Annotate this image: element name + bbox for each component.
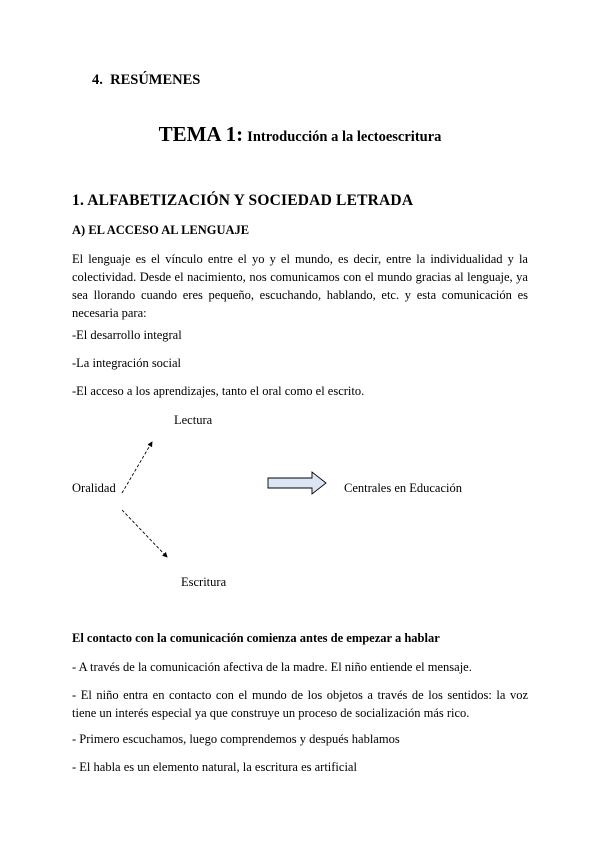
tema-subtitle: Introducción a la lectoescritura <box>247 129 442 145</box>
bullet-escuchamos: - Primero escuchamos, luego comprendemos y después hablamos <box>72 732 400 746</box>
diagram-label-lectura: Lectura <box>174 413 213 427</box>
intro-paragraph: El lenguaje es el vínculo entre el yo y el mundo, es decir, entre la individualidad y la colectividad. Desde el nacimiento, nos comunicamos con el mundo gracias al lenguaje, ya sea llorando cuando eres pequeño, escuchando, hablando, etc. y esta comunicación es necesaria para: <box>72 252 528 320</box>
tema-title <box>0 122 600 147</box>
heading-alfabetizacion: 1. ALFABETIZACIÓN Y SOCIEDAD LETRADA <box>72 192 414 209</box>
section-heading <box>92 72 200 89</box>
block-arrow-to-result <box>268 472 326 494</box>
list-item-desarrollo: -El desarrollo integral <box>72 328 182 342</box>
diagram-label-centrales: Centrales en Educación <box>344 481 463 495</box>
heading-contacto-comunicacion: El contacto con la comunicación comienza antes de empezar a hablar <box>72 631 440 645</box>
section-title: RESÚMENES <box>110 72 201 88</box>
arrow-to-lectura <box>122 442 152 493</box>
bullet-objetos: - El niño entra en contacto con el mundo de los objetos a través de los sentidos: la voz tiene un interés especial ya que construye un proceso de socialización más rico. <box>72 688 528 720</box>
heading-acceso-lenguaje: A) EL ACCESO AL LENGUAJE <box>72 223 250 237</box>
arrow-to-escritura <box>122 510 167 557</box>
tema-label: TEMA 1: <box>158 122 244 146</box>
list-item-integracion: -La integración social <box>72 356 181 370</box>
diagram-label-escritura: Escritura <box>181 575 227 589</box>
list-item-acceso: -El acceso a los aprendizajes, tanto el oral como el escrito. <box>72 384 365 398</box>
bullet-habla-natural: - El habla es un elemento natural, la escritura es artificial <box>72 760 357 774</box>
diagram-label-oralidad: Oralidad <box>72 481 116 495</box>
bullet-afectiva: - A través de la comunicación afectiva de la madre. El niño entiende el mensaje. <box>72 660 472 674</box>
section-number: 4. <box>92 72 103 88</box>
